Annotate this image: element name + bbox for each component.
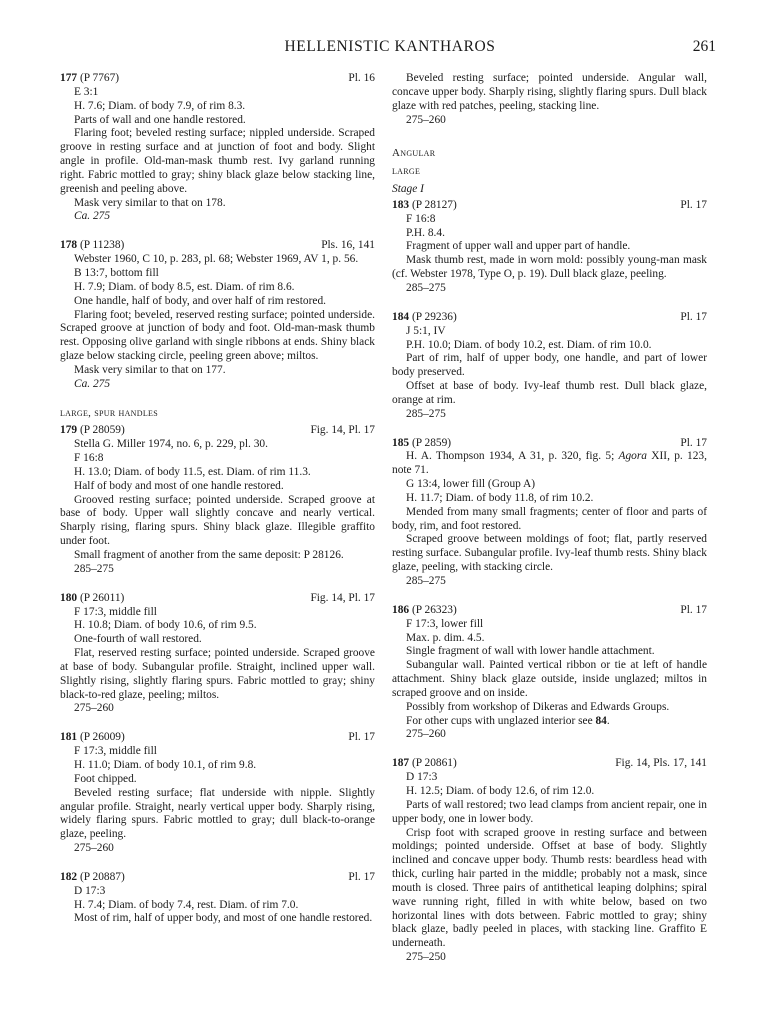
preservation: Half of body and most of one handle restored. (74, 479, 284, 492)
catalog-entry-182-continued (392, 72, 707, 127)
entry-number: 178 (60, 239, 78, 252)
plate-reference: Pl. 17 (680, 310, 707, 323)
catalog-entry-180 (60, 592, 375, 717)
entry-number: 186 (392, 603, 410, 616)
deposit-context: F 17:3, lower fill (406, 617, 484, 630)
dimensions: Max. p. dim. 4.5. (406, 631, 485, 644)
plate-reference: Pl. 16 (348, 72, 375, 84)
inventory-number: (P 28059) (77, 424, 125, 437)
date: Ca. 275 (74, 377, 111, 390)
preservation: One-fourth of wall restored. (74, 633, 202, 646)
plate-reference: Pl. 17 (680, 603, 707, 616)
description: Beveled resting surface; pointed underside. Angular wall, concave upper body. Sharply rising, slightly flaring spurs. Dull black glaze with red patches, peeling, stacking line. (392, 72, 707, 112)
deposit-context: F 16:8 (74, 452, 104, 465)
date: Ca. 275 (74, 210, 111, 223)
note-text: . (606, 714, 610, 727)
deposit-context: E 3:1 (74, 85, 99, 98)
catalog-entry-177 (60, 72, 375, 224)
description: Flaring foot; beveled, reserved resting surface; pointed underside. Scraped groove at junction of body and foot. Old-man-mask thumb rest. Opposing olive garland with single ribbons at ends. Shiny black glaze below stacking circle, peeling green above; miltos. (60, 308, 375, 363)
running-header (64, 38, 716, 62)
section-heading: Angular (392, 147, 436, 160)
deposit-context: F 16:8 (406, 212, 436, 225)
preservation: Parts of wall and one handle restored. (74, 113, 246, 126)
date: 285–275 (406, 575, 446, 587)
entry-number: 187 (392, 757, 410, 770)
note-text: For other cups with unglazed interior see (406, 714, 596, 727)
catalog-entry-184 (392, 311, 707, 422)
entry-number: 184 (392, 310, 410, 323)
inventory-number: (P 7767) (77, 72, 120, 84)
subsection-heading: large (392, 165, 421, 178)
description: Grooved resting surface; pointed underside. Scraped groove at base of body. Upper wall slightly concave and nearly vertical. Sharply rising, flaring spurs. Shiny black glaze. Illegible graffito under foot. (60, 493, 375, 548)
preservation: Fragment of upper wall and upper part of handle. (406, 240, 631, 253)
deposit-context: F 17:3, middle fill (74, 605, 157, 618)
deposit-context: J 5:1, IV (406, 324, 446, 337)
note: Possibly from workshop of Dikeras and Edwards Groups. (406, 700, 670, 713)
inventory-number: (P 29236) (409, 310, 457, 323)
date: 275–260 (406, 113, 446, 126)
bibliography: Stella G. Miller 1974, no. 6, p. 229, pl. 30. (74, 438, 268, 451)
plate-reference: Pl. 17 (348, 731, 375, 744)
preservation: Foot chipped. (74, 772, 137, 785)
description: Mask thumb rest, made in worn mold: possibly young-man mask (cf. Webster 1978, Type O, p. 19). Dull black glaze, peeling. (392, 254, 707, 281)
description: Subangular wall. Painted vertical ribbon or tie at left of handle attachment. Shiny black glaze outside, inside unglazed; miltos in scraped groove and on inside. (392, 659, 707, 699)
catalog-entry-179 (60, 424, 375, 576)
preservation: Parts of wall restored; two lead clamps from ancient repair, one in upper body, one in lower body. (392, 798, 707, 825)
left-column (60, 72, 375, 941)
inventory-number: (P 28127) (409, 198, 457, 211)
preservation: Part of rim, half of upper body, one handle, and part of lower body preserved. (392, 352, 707, 379)
description: Flat, reserved resting surface; pointed underside. Scraped groove at base of body. Subangular profile. Straight, inclined upper wall. Slightly rising, slightly flaring spurs. Fabric mottled to gray; shiny black-to-red glaze, peeling; miltos. (60, 647, 375, 701)
description: Scraped groove between moldings of foot; flat, partly reserved resting surface. Subangular profile. Ivy-leaf thumb rests. Shiny black glaze, peeling, with stacking circle. (392, 533, 707, 574)
entry-number: 182 (60, 870, 78, 883)
inventory-number: (P 26323) (409, 603, 457, 616)
inventory-number: (P 26011) (77, 591, 125, 604)
date: 285–275 (74, 562, 114, 575)
plate-reference: Pl. 17 (680, 198, 707, 211)
entry-number: 179 (60, 424, 78, 437)
inventory-number: (P 2859) (409, 436, 452, 449)
plate-reference: Fig. 14, Pls. 17, 141 (615, 757, 707, 770)
inventory-number: (P 20887) (77, 870, 125, 883)
catalog-entry-183 (392, 199, 707, 296)
date: 285–275 (406, 407, 446, 420)
plate-reference: Pls. 16, 141 (321, 239, 375, 252)
date: 275–260 (406, 728, 446, 741)
bibliography-series: Agora (618, 450, 647, 463)
description: Flaring foot; beveled resting surface; nippled underside. Scraped groove in resting surface and at junction of foot and body. Slight angle in profile. Old-man-mask thumb rest. Ivy garland running right. Fabric mottled to gray; shiny black glaze below stacking line, greenish and peeling above. (60, 127, 375, 195)
cross-reference-note (392, 715, 707, 729)
date: 275–250 (406, 951, 446, 964)
deposit-context: F 17:3, middle fill (74, 745, 157, 758)
inventory-number: (P 26009) (77, 731, 125, 744)
entry-number: 181 (60, 731, 78, 744)
bibliography-part: XII, p. 123, note 71. (392, 450, 707, 477)
dimensions: H. 13.0; Diam. of body 11.5, est. Diam. of rim 11.3. (74, 465, 311, 478)
deposit-context: D 17:3 (406, 771, 438, 784)
dimensions: H. 7.4; Diam. of body 7.4, rest. Diam. of rim 7.0. (74, 898, 299, 911)
dimensions: P.H. 8.4. (406, 226, 445, 239)
catalog-entry-185 (392, 437, 707, 589)
description: Crisp foot with scraped groove in resting surface and between moldings; pointed underside. Offset at base of body. Slightly inclined and concave upper body. Thumb rests: beardless head with thick, curling hair parted in the middle; probably not a mask, since mouth is closed. Three pairs of antithetical leaping dolphins; spiral wave running right, filled in with white below, based on two horizontal lines with dots between. Fabric mottled to gray; shiny black glaze, badly peeled in places, with stacking line. Graffito E underneath. (392, 826, 707, 950)
cross-reference-number: 84 (595, 714, 607, 727)
plate-reference: Fig. 14, Pl. 17 (310, 591, 375, 604)
inventory-number: (P 20861) (409, 757, 457, 770)
catalog-entry-187 (392, 757, 707, 965)
entry-number: 185 (392, 436, 410, 449)
catalog-entry-181 (60, 731, 375, 856)
plate-reference: Pl. 17 (348, 870, 375, 883)
deposit-context: G 13:4, lower fill (Group A) (406, 478, 536, 491)
entry-number: 183 (392, 198, 410, 211)
right-column (392, 72, 707, 980)
dimensions: H. 11.7; Diam. of body 11.8, of rim 10.2. (406, 491, 594, 504)
entry-number: 180 (60, 591, 78, 604)
entry-number: 177 (60, 72, 78, 84)
preservation: Most of rim, half of upper body, and most of one handle restored. (74, 912, 373, 925)
running-title: HELLENISTIC KANTHAROS (284, 38, 496, 55)
stage-heading: Stage I (392, 183, 424, 196)
dimensions: H. 12.5; Diam. of body 12.6, of rim 12.0. (406, 784, 595, 797)
preservation: Single fragment of wall with lower handle attachment. (406, 645, 655, 658)
dimensions: H. 7.9; Diam. of body 8.5, est. Diam. of rim 8.6. (74, 280, 295, 293)
preservation: One handle, half of body, and over half of rim restored. (74, 294, 326, 307)
catalog-entry-186 (392, 604, 707, 742)
section-heading: large, spur handles (60, 406, 158, 419)
plate-reference: Fig. 14, Pl. 17 (310, 424, 375, 437)
description: Beveled resting surface; flat underside with nipple. Slightly angular profile. Straight, nearly vertical upper body. Sharply rising, widely flaring spurs. Fabric mottled to gray; dull black-to-orange glaze, peeling. (60, 786, 375, 841)
catalog-entry-182 (60, 871, 375, 926)
date: 285–275 (406, 281, 446, 294)
plate-reference: Pl. 17 (680, 436, 707, 449)
bibliography-part: H. A. Thompson 1934, A 31, p. 320, fig. 5; (406, 450, 619, 463)
date: 275–260 (74, 842, 114, 855)
note: Small fragment of another from the same deposit: P 28126. (74, 549, 344, 561)
preservation: Mended from many small fragments; center of floor and parts of body, rim, and foot restored. (392, 505, 707, 532)
note: Mask very similar to that on 177. (74, 363, 226, 376)
dimensions: H. 11.0; Diam. of body 10.1, of rim 9.8. (74, 758, 257, 771)
bibliography (392, 450, 707, 478)
dimensions: H. 7.6; Diam. of body 7.9, of rim 8.3. (74, 99, 246, 112)
dimensions: H. 10.8; Diam. of body 10.6, of rim 9.5. (74, 619, 257, 632)
catalog-entry-178 (60, 239, 375, 391)
deposit-context: D 17:3 (74, 884, 106, 897)
note: Mask very similar to that on 178. (74, 196, 226, 209)
dimensions: P.H. 10.0; Diam. of body 10.2, est. Diam. of rim 10.0. (406, 338, 652, 351)
inventory-number: (P 11238) (77, 239, 125, 252)
deposit-context: B 13:7, bottom fill (74, 266, 159, 279)
page-number: 261 (692, 38, 716, 55)
description: Offset at base of body. Ivy-leaf thumb rest. Dull black glaze, orange at rim. (392, 380, 707, 406)
date: 275–260 (74, 702, 114, 715)
bibliography: Webster 1960, C 10, p. 283, pl. 68; Webster 1969, AV 1, p. 56. (74, 253, 359, 266)
